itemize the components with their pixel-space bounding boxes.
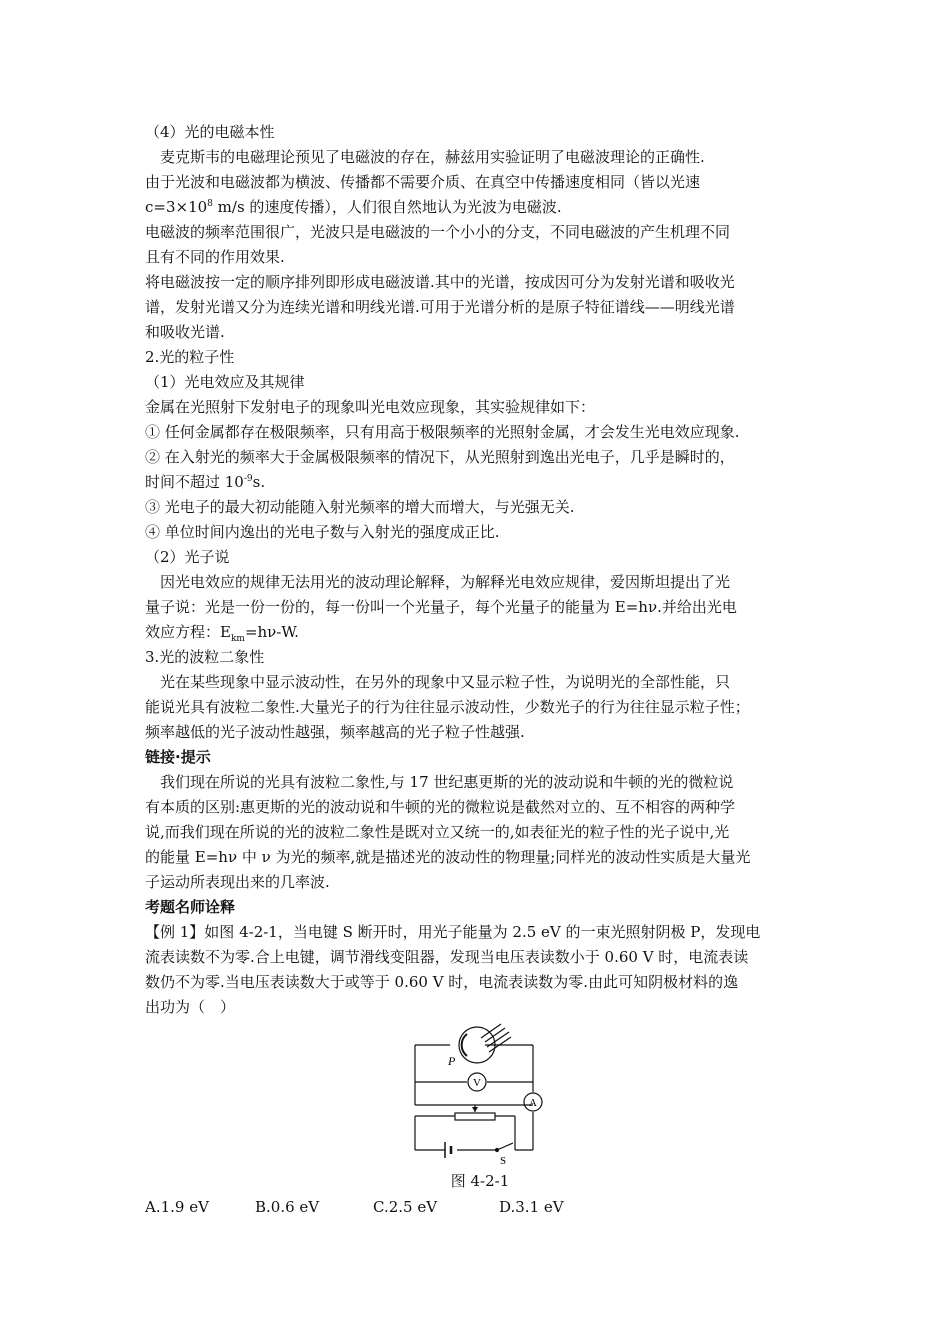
paragraph: 子运动所表现出来的几率波.: [145, 873, 330, 891]
paragraph: 量子说：光是一份一份的，每一份叫一个光量子，每个光量子的能量为 E=hν.并给出光电: [145, 598, 737, 616]
list-item: ③ 光电子的最大初动能随入射光频率的增大而增大，与光强无关.: [145, 498, 575, 516]
list-item: 时间不超过 $10^{-9}s$.: [145, 473, 266, 491]
section-heading-particle: 2.光的粒子性: [145, 348, 235, 366]
label-a: A: [529, 1097, 537, 1109]
question-text: 出功为（ ）: [145, 998, 236, 1016]
paragraph: 频率越低的光子波动性越强，频率越高的光子粒子性越强.: [145, 723, 525, 741]
link-heading: 链接·提示: [145, 748, 211, 766]
paragraph: 有本质的区别:惠更斯的光的波动说和牛顿的光的微粒说是截然对立的、互不相容的两种学: [145, 798, 736, 816]
paragraph: 和吸收光谱.: [145, 323, 225, 341]
subheading: （2）光子说: [145, 548, 230, 566]
paragraph: 的能量 E=hν 中 ν 为光的频率,就是描述光的波动性的物理量;同样光的波动性实质是大量光: [145, 848, 751, 866]
paragraph: 麦克斯韦的电磁理论预见了电磁波的存在，赫兹用实验证明了电磁波理论的正确性.: [160, 148, 705, 166]
section-heading-duality: 3.光的波粒二象性: [145, 648, 265, 666]
question-text: 数仍不为零.当电压表读数大于或等于 0.60 V 时，电流表读数为零.由此可知阴极材料的逸: [145, 973, 739, 991]
document-body: [145, 120, 825, 1020]
option-a: A.1.9 eV: [145, 1198, 209, 1216]
paragraph: 因光电效应的规律无法用光的波动理论解释，为解释光电效应规律，爱因斯坦提出了光: [160, 573, 731, 591]
label-p: P: [448, 1054, 456, 1068]
circuit-diagram: [405, 1020, 555, 1165]
paragraph: 我们现在所说的光具有波粒二象性,与 17 世纪惠更斯的光的波动说和牛顿的光的微粒说: [160, 773, 734, 791]
paragraph: 说,而我们现在所说的光的波粒二象性是既对立又统一的,如表征光的粒子性的光子说中,光: [145, 823, 730, 841]
list-item: ② 在入射光的频率大于金属极限频率的情况下，从光照射到逸出光电子，几乎是瞬时的，: [145, 448, 735, 466]
paragraph: 由于光波和电磁波都为横波、传播都不需要介质、在真空中传播速度相同（皆以光速: [145, 173, 701, 191]
section-heading-electromagnetic: （4）光的电磁本性: [145, 123, 275, 141]
paragraph: 效应方程：$E_{km}=h\nu-W$.: [145, 623, 299, 644]
slider-arrow: [472, 1107, 478, 1112]
subheading: （1）光电效应及其规律: [145, 373, 305, 391]
paragraph: 能说光具有波粒二象性.大量光子的行为往往显示波动性，少数光子的行为往往显示粒子性；: [145, 698, 750, 716]
list-item: ① 任何金属都存在极限频率，只有用高于极限频率的光照射金属，才会发生光电效应现象.: [145, 423, 740, 441]
paragraph: 金属在光照射下发射电子的现象叫光电效应现象，其实验规律如下：: [145, 398, 596, 416]
question-text: 【例 1】如图 4-2-1，当电键 S 断开时，用光子能量为 2.5 eV 的一束光照射阴极 P，发现电: [145, 923, 761, 941]
label-v: V: [473, 1077, 481, 1089]
question-text: 流表读数不为零.合上电键，调节滑线变阻器，发现当电压表读数小于 0.60 V 时，电流表读: [145, 948, 749, 966]
label-s: S: [499, 1155, 507, 1165]
paragraph: 且有不同的作用效果.: [145, 248, 285, 266]
paragraph: $c=3\times 10^8$ m/s 的速度传播），人们很自然地认为光波为电磁波.: [145, 198, 562, 216]
paragraph: 将电磁波按一定的顺序排列即形成电磁波谱.其中的光谱，按成因可分为发射光谱和吸收光: [145, 273, 735, 291]
exam-heading: 考题名师诠释: [145, 898, 236, 916]
paragraph: 电磁波的频率范围很广，光波只是电磁波的一个小小的分支，不同电磁波的产生机理不同: [145, 223, 731, 241]
option-d: D.3.1 eV: [499, 1198, 564, 1216]
figure-caption: 图 4-2-1: [450, 1172, 510, 1190]
paragraph: 光在某些现象中显示波动性，在另外的现象中又显示粒子性，为说明光的全部性能，只: [160, 673, 731, 691]
list-item: ④ 单位时间内逸出的光电子数与入射光的强度成正比.: [145, 523, 500, 541]
option-b: B.0.6 eV: [255, 1198, 320, 1216]
option-c: C.2.5 eV: [373, 1198, 438, 1216]
paragraph: 谱，发射光谱又分为连续光谱和明线光谱.可用于光谱分析的是原子特征谱线——明线光谱: [145, 298, 735, 316]
